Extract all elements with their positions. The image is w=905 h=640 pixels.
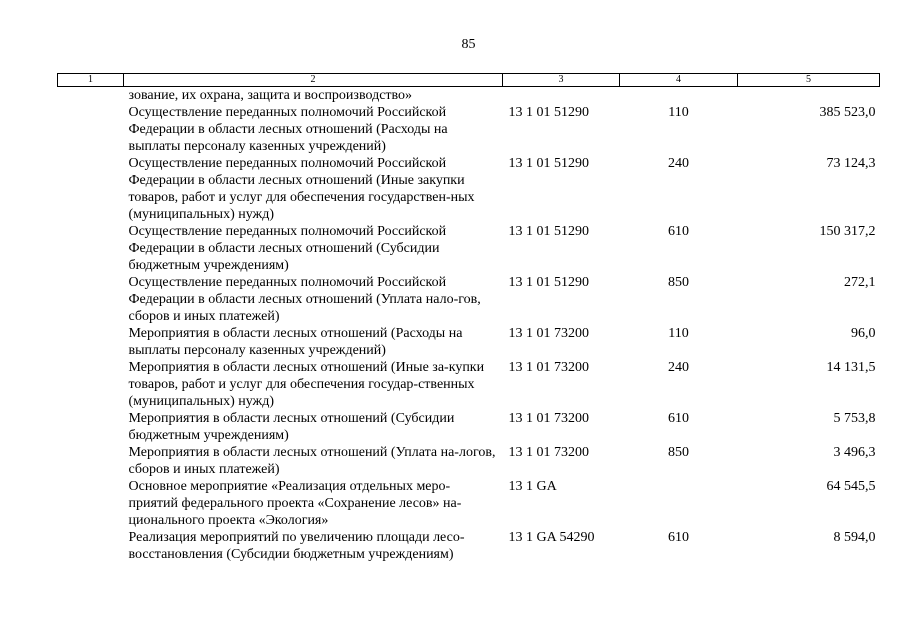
amount: 150 317,2 xyxy=(819,224,876,239)
target-article-code: 13 1 01 51290 xyxy=(508,105,589,120)
target-article-code: 13 1 01 73200 xyxy=(508,445,589,460)
target-article-code: 13 1 01 51290 xyxy=(508,275,589,290)
table-row xyxy=(58,87,880,105)
expense-type-code xyxy=(620,478,738,529)
target-article-code: 13 1 01 51290 xyxy=(508,224,589,239)
amount: 5 753,8 xyxy=(833,411,876,426)
expense-name: Мероприятия в области лесных отношений (Иные за-купки товаров, работ и услуг для обеспечения государ-ственных (муниципальных) нужд) xyxy=(128,360,485,409)
column-number-header: 3 xyxy=(503,74,620,87)
expense-name: Реализация мероприятий по увеличению площади лесо-восстановления (Субсидии бюджетным учреждениям) xyxy=(128,530,465,562)
column-number-header: 4 xyxy=(620,74,738,87)
amount: 14 131,5 xyxy=(826,360,876,375)
table-row xyxy=(58,410,880,444)
table-row xyxy=(58,155,880,223)
column-number-header-row xyxy=(58,74,880,87)
target-article-code: 13 1 01 73200 xyxy=(508,360,589,375)
expense-name: Осуществление переданных полномочий Российской Федерации в области лесных отношений (Иные закупки товаров, работ и услуг для обеспечения государствен-ных (муниципальных) нужд) xyxy=(128,156,475,222)
amount: 64 545,5 xyxy=(826,479,876,494)
table-row xyxy=(58,274,880,325)
expense-name: Осуществление переданных полномочий Российской Федерации в области лесных отношений (Субсидии бюджетным учреждениям) xyxy=(128,224,447,273)
table-row xyxy=(58,104,880,155)
budget-table xyxy=(57,73,880,563)
expense-name: Основное мероприятие «Реализация отдельных меро-приятий федерального проекта «Сохранение лесов» на-ционального проекта «Экология» xyxy=(128,479,462,528)
column-number-header: 5 xyxy=(738,74,880,87)
expense-type-code: 610 xyxy=(668,411,689,426)
expense-type-code: 110 xyxy=(668,105,689,120)
expense-type-code: 850 xyxy=(668,445,689,460)
target-article-code: 13 1 01 51290 xyxy=(508,156,589,171)
amount: 272,1 xyxy=(844,275,876,290)
expense-type-code: 110 xyxy=(668,326,689,341)
expense-name: Осуществление переданных полномочий Российской Федерации в области лесных отношений (Расходы на выплаты персоналу казенных учреждений) xyxy=(128,105,448,154)
table-row xyxy=(58,223,880,274)
expense-type-code: 240 xyxy=(668,360,689,375)
amount: 3 496,3 xyxy=(833,445,876,460)
column-number-header: 1 xyxy=(58,74,124,87)
amount: 96,0 xyxy=(851,326,876,341)
target-article-code: 13 1 01 73200 xyxy=(508,411,589,426)
amount xyxy=(738,87,880,105)
expense-name: Мероприятия в области лесных отношений (Уплата на-логов, сборов и иных платежей) xyxy=(128,445,496,477)
expense-name: Мероприятия в области лесных отношений (Расходы на выплаты персоналу казенных учреждений) xyxy=(128,326,463,358)
expense-name: Осуществление переданных полномочий Российской Федерации в области лесных отношений (Уплата нало-гов, сборов и иных платежей) xyxy=(128,275,481,324)
expense-type-code: 610 xyxy=(668,530,689,545)
table-row xyxy=(58,444,880,478)
expense-name: зование, их охрана, защита и воспроизводство» xyxy=(128,88,413,103)
table-row xyxy=(58,478,880,529)
table-row xyxy=(58,529,880,563)
target-article-code xyxy=(503,87,620,105)
column-number-header: 2 xyxy=(124,74,503,87)
expense-type-code: 610 xyxy=(668,224,689,239)
expense-type-code: 850 xyxy=(668,275,689,290)
amount: 385 523,0 xyxy=(819,105,876,120)
target-article-code: 13 1 GA xyxy=(508,479,557,494)
table-row xyxy=(58,325,880,359)
expense-type-code: 240 xyxy=(668,156,689,171)
target-article-code: 13 1 GA 54290 xyxy=(508,530,595,545)
table-row xyxy=(58,359,880,410)
target-article-code: 13 1 01 73200 xyxy=(508,326,589,341)
amount: 73 124,3 xyxy=(826,156,876,171)
expense-type-code xyxy=(620,87,738,105)
amount: 8 594,0 xyxy=(833,530,876,545)
expense-name: Мероприятия в области лесных отношений (Субсидии бюджетным учреждениям) xyxy=(128,411,455,443)
page-number: 85 xyxy=(461,37,476,52)
